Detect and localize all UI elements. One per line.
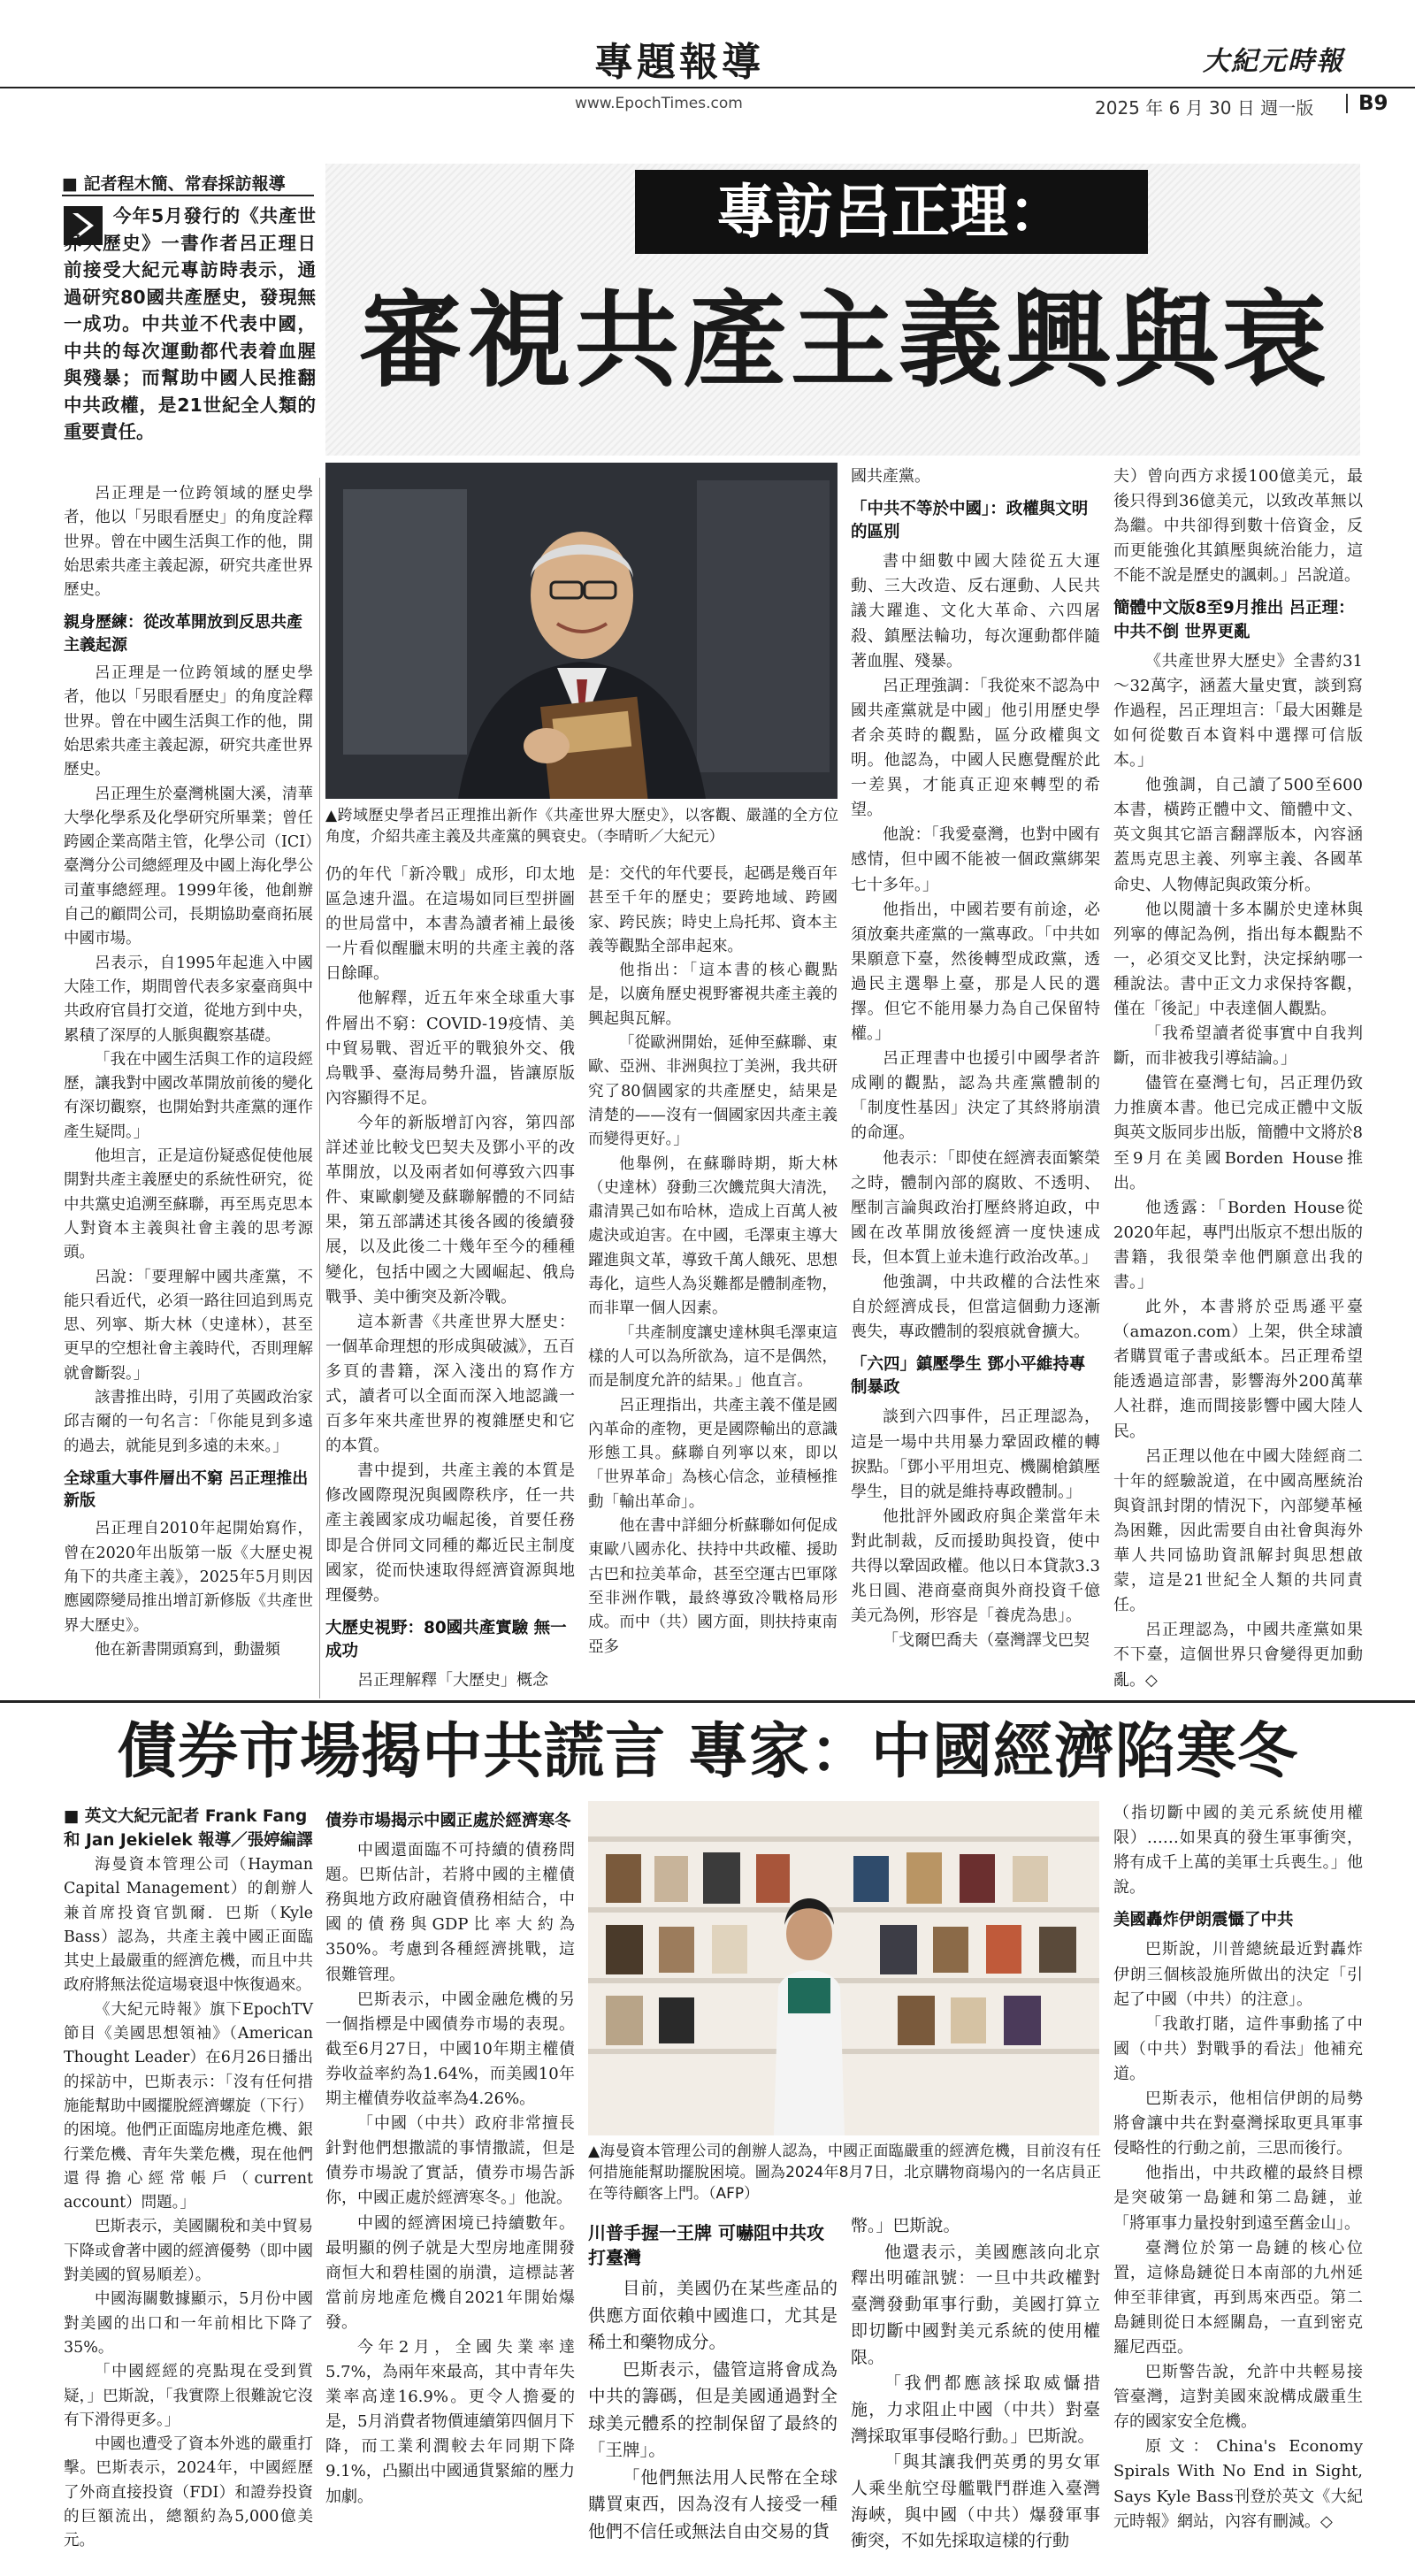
subheading: 簡體中文版8至9月推出 呂正理：中共不倒 世界更亂 — [1113, 599, 1355, 641]
story1-column-4 — [851, 464, 1100, 1653]
subheading: 全球重大事件層出不窮 呂正理推出新版 — [64, 1468, 309, 1511]
paragraph: 「戈爾巴喬夫（臺灣譯戈巴契 — [883, 1631, 1090, 1651]
paragraph: 臺灣位於第一島鏈的核心位置，這條島鏈從日本南部的九州延伸至菲律賓，再到馬來西亞。第二島鏈則從日本經關島，一直到密克羅尼西亞。 — [1113, 2238, 1363, 2357]
paragraph: 他透露：「Borden House從2020年起，專門出版京不想出版的書籍，我很榮幸他們願意出我的書。」 — [1113, 1198, 1363, 1292]
paragraph: 巴斯表示，儘管這將會成為中共的籌碼，但是美國通過對全球美元體系的控制保留了最終的「王牌」。 — [588, 2358, 838, 2460]
story1-photo-caption: ▲跨域歷史學者呂正理推出新作《共產世界大歷史》，以客觀、嚴謹的全方位角度，介紹共產主義及共產黨的興衰史。（李晴昕／大紀元） — [325, 807, 838, 846]
paragraph: 今年的新版增訂內容，第四部詳述並比較戈巴契夫及鄧小平的改革開放，以及兩者如何導致六四事件、東歐劇變及蘇聯解體的不同結果，第五部講述其後各國的後續發展，以及此後二十幾年至今的種種變化，包括中國之大國崛起、俄烏戰爭、美中衝突及新冷戰。 — [325, 1113, 575, 1307]
paragraph: 巴斯說，川普總統最近對轟炸伊朗三個核設施所做出的決定「引起了中國（中共）的注意」。 — [1113, 1940, 1363, 2009]
story2-photo — [588, 1801, 1099, 2135]
paragraph: 呂正理認為，中國共產黨如果不下臺，這個世界只會變得更加動亂。◇ — [1113, 1621, 1363, 1690]
paragraph: 呂正理自2010年起開始寫作，曾在2020年出版第一版《大歷史視角下的共產主義》，2025年5月則因應國際變局推出增訂新修版《共產世界大歷史》。 — [64, 1520, 313, 1635]
paragraph: 《共產世界大歷史》全書約31～32萬字，涵蓋大量史實，談到寫作過程，呂正理坦言：「最大困難是如何從數百本資料中選擇可信版本。」 — [1113, 651, 1363, 770]
story2-headline: 債券市場揭中共謊言 專家：中國經濟陷寒冬 — [117, 1717, 1298, 1787]
paragraph: 呂正理書中也援引中國學者許成剛的觀點，認為共產黨體制的「制度性基因」決定了其終將崩潰的命運。 — [851, 1049, 1100, 1143]
website-url[interactable]: www.EpochTimes.com — [575, 95, 743, 112]
story1-lead: 今年5月發行的《共產世界大歷史》一書作者呂正理日前接受大紀元專訪時表示，通過研究80國共產歷史，發現無一成功。中共並不代表中國，中共的每次運動都代表着血腥與殘暴；而幫助中國人民推翻中共政權，是21世紀全人類的重要責任。 — [64, 205, 316, 442]
paragraph: 他指出：「這本書的核心觀點是，以廣角歷史視野審視共產主義的興起與瓦解。 — [588, 962, 838, 1028]
paragraph: 「我們都應該採取威懾措施，力求阻止中國（中共）對臺灣採取軍事侵略行動。」巴斯說。 — [851, 2373, 1100, 2446]
paragraph: 該書推出時，引用了英國政治家邱吉爾的一句名言：「你能見到多遠的過去，就能見到多遠的未來。」 — [64, 1388, 313, 1455]
paragraph: 呂表示，自1995年起進入中國大陸工作，期間曾代表多家臺商與中共政府官員打交道，從地方到中央，累積了深厚的人脈與觀察基礎。 — [64, 954, 313, 1045]
paragraph: 巴斯警告說，允許中共輕易接管臺灣，這對美國來說構成嚴重生存的國家安全危機。 — [1113, 2363, 1363, 2432]
paragraph: 「他們無法用人民幣在全球購買東西，因為沒有人接受一種他們不信任或無法自由交易的貨 — [588, 2466, 838, 2542]
paragraph: 呂正理是一位跨領域的歷史學者，他以「另眼看歷史」的角度詮釋世界。曾在中國生活與工作的他，開始思索共產主義起源，研究共產世界歷史。 — [64, 664, 313, 779]
paragraph: 仍的年代「新冷戰」成形，印太地區急速升溫。在這場如同巨型拼圖的世局當中，本書為讀者補上最後一片看似醒臘末明的共產主義的落日餘暉。 — [325, 865, 575, 984]
paragraph: 「我敢打賭，這件事動搖了中國（中共）對戰爭的看法」他補充道。 — [1113, 2014, 1363, 2083]
paragraph: 儘管在臺灣七旬，呂正理仍致力推廣本書。他已完成正體中文版與英文版同步出版，簡體中文將於8至9月在美國Borden House推出。 — [1113, 1074, 1363, 1192]
paragraph: 中國還面臨不可持續的債務問題。巴斯估計，若將中國的主權債務與地方政府融資債務相結合，中國的債務與GDP比率大約為350%。考慮到各種經濟挑戰，這很難管理。 — [325, 1841, 575, 1984]
story1-byline: ■ 記者程木簡、常春採訪報導 — [62, 174, 286, 194]
paragraph: 他指出，中共政權的最終目標是突破第一島鏈和第二島鏈，並「將軍事力量投射到遠至舊金山」。 — [1113, 2164, 1363, 2233]
story2-column-3 — [588, 2212, 838, 2545]
section-title: 專題報導 — [594, 40, 764, 85]
paragraph: 書中提到，共產主義的本質是修改國際現況與國際秩序，任一共產主義國家成功崛起後，首要任務即是合併同文同種的鄰近民主制度國家，從而快速取得經濟資源與地理優勢。 — [325, 1461, 575, 1605]
paragraph: 原文：China's Economy Spirals With No End in Sight, Says Kyle Bass刊登於英文《大紀元時報》網站，內容有刪減。◇ — [1113, 2437, 1363, 2531]
paragraph: 巴斯表示，美國關稅和美中貿易下降或會著中國的經濟優勢（即中國對美國的貿易順差）。 — [64, 2218, 313, 2285]
paragraph: 「與其讓我們英勇的男女軍人乘坐航空母艦戰鬥群進入臺灣海峽，與中國（中共）爆發軍事衝突，不如先採取這樣的行動 — [851, 2452, 1100, 2551]
issue-date: 2025 年 6 月 30 日 週一版 — [1095, 97, 1314, 119]
paragraph: 呂正理是一位跨領域的歷史學者，他以「另眼看歷史」的角度詮釋世界。曾在中國生活與工作的他，開始思索共產主義起源，研究共產世界歷史。 — [64, 485, 313, 600]
paragraph: 「我在中國生活與工作的這段經歷，讓我對中國改革開放前後的變化有深切觀察，也開始對共產黨的運作產生疑問。」 — [64, 1050, 313, 1141]
paragraph: 目前，美國仍在某些產品的供應方面依賴中國進口，尤其是稀土和藥物成分。 — [588, 2278, 838, 2352]
story1-column-2 — [325, 862, 575, 1693]
paragraph: 呂正理以他在中國大陸經商二十年的經驗說道，在中國高壓統治與資訊封閉的情況下，內部變革極為困難，因此需要自由社會與海外華人共同協助資訊解封與思想啟蒙，這是21世紀全人類的共同責任。 — [1113, 1446, 1363, 1615]
paragraph: 呂說：「要理解中國共產黨，不能只看近代，必須一路往回追到馬克思、列寧、斯大林（史達林），甚至更早的空想社會主義時代，否則理解就會斷裂。」 — [64, 1268, 313, 1383]
paragraph: 巴斯表示，中國金融危機的另一個指標是中國債券市場的表現。截至6月27日，中國10年期主權債券收益率約為1.64%，而美國10年期主權債券收益率為4.26%。 — [325, 1990, 575, 2109]
paragraph: 巴斯表示，他相信伊朗的局勢將會讓中共在對臺灣採取更具軍事侵略性的行動之前，三思而後行。 — [1113, 2089, 1363, 2158]
story2-column-2 — [325, 1801, 575, 2510]
story2-column-1 — [64, 1853, 313, 2554]
story2-byline: ■ 英文大紀元記者 Frank Fang 和 Jan Jekielek 報導／張婷編譯 — [64, 1807, 313, 1850]
subheading: 「中共不等於中國」：政權與文明的區別 — [851, 500, 1089, 542]
paragraph: 這本新書《共產世界大歷史：一個革命理想的形成與破滅》，五百多頁的書籍，深入淺出的寫作方式，讀者可以全面而深入地認識一百多年來共產世界的複雜歷史和它的本質。 — [325, 1312, 575, 1456]
paragraph: 他解釋，近五年來全球重大事件層出不窮：COVID-19疫情、美中貿易戰、習近平的戰狼外交、俄烏戰爭、臺海局勢升溫，皆讓原版內容顯得不足。 — [325, 989, 575, 1108]
paragraph: 中國海關數據顯示，5月份中國對美國的出口和一年前相比下降了35%。 — [64, 2290, 313, 2357]
paragraph: 「我希望讀者從事實中自我判斷，而非被我引導結論。」 — [1113, 1024, 1363, 1069]
paragraph: 是：交代的年代要長，起碼是幾百年甚至千年的歷史；要跨地域、跨國家、跨民族；時史上烏托邦、資本主義等觀點全部串起來。 — [588, 865, 838, 955]
story1-column-1 — [64, 482, 313, 1662]
paragraph: 「從歐洲開始，延伸至蘇聯、東歐、亞洲、非洲與拉丁美洲，我共研究了80個國家的共產歷史，結果是清楚的——沒有一個國家因共產主義而變得更好。」 — [588, 1034, 838, 1149]
story1-headline-1: 專訪呂正理： — [635, 170, 1148, 254]
paragraph: 呂正理解釋「大歷史」概念 — [357, 1671, 548, 1690]
story1-headline-2: 審視共產主義興與衰 — [358, 279, 1330, 402]
paragraph: 「共產制度讓史達林與毛澤東這樣的人可以為所欲為，這不是偶然，而是制度允許的結果。」他直言。 — [588, 1323, 838, 1391]
paragraph: （指切斷中國的美元系統使用權限）……如果真的發生軍事衝突，將有成千上萬的美軍士兵喪生。」他說。 — [1113, 1804, 1363, 1898]
paragraph: 他在新書開頭寫到，動盪頻 — [95, 1640, 280, 1659]
story2-photo-caption: ▲海曼資本管理公司的創辦人認為，中國正面臨嚴重的經濟危機，目前沒有任何措施能幫助擺脫困境。圖為2024年8月7日，北京購物商場內的一名店員正在等待顧客上門。（AFP） — [588, 2143, 1101, 2203]
subheading: 親身歷練：從改革開放到反思共產主義起源 — [64, 613, 302, 655]
paragraph: 他坦言，正是這份疑惑促使他展開對共產主義歷史的系統性研究，從中共黨史追溯至蘇聯，再至馬克思本人對資本主義與社會主義的思考源頭。 — [64, 1147, 313, 1262]
paragraph: 夫）曾向西方求援100億美元，最後只得到36億美元，以致改革無以為繼。中共卻得到數十倍資金，反而更能強化其鎮壓與統治能力，這不能不說是歷史的諷刺。」呂說道。 — [1113, 467, 1363, 586]
paragraph: 他以閱讀十多本關於史達林與列寧的傳記為例，指出每本觀點不一，必須交叉比對，決定採納哪一種說法。書中正文力求保持客觀，僅在「後記」中表達個人觀點。 — [1113, 900, 1363, 1018]
story2-column-5 — [1113, 1801, 1363, 2534]
paragraph: 此外，本書將於亞馬遜平臺（amazon.com）上架，供全球讀者購買電子書或紙本。呂正理希望能透過這部書，影響海外200萬華人社群，進而間接影響中國大陸人民。 — [1113, 1298, 1363, 1441]
paragraph: 呂正理生於臺灣桃園大溪，清華大學化學系及化學研究所畢業；曾任跨國企業高階主管，化學公司（ICI）臺灣分公司總經理及中國上海化學公司董事總經理。1999年後，他創辦自己的顧問公司，長期協助臺商拓展中國市場。 — [64, 785, 313, 948]
masthead: 大紀元時報 — [1203, 46, 1344, 77]
paragraph: 他舉例，在蘇聯時期，斯大林（史達林）發動三次饑荒與大清洗，肅清異己如布哈林，造成上百萬人被處決或迫害。在中國，毛澤東主導大躍進與文革，導致千萬人餓死、思想毒化，這些人為災難都是體制產物，而非單一個人因素。 — [588, 1154, 838, 1318]
subheading: 「六四」鎮壓學生 鄧小平維持專制暴政 — [851, 1355, 1086, 1398]
paragraph: 他在書中詳細分析蘇聯如何促成東歐八國赤化、扶持中共政權、援助古巴和拉美革命，甚至空運古巴軍隊至非洲作戰，最終導致冷戰格局形成。而中（共）國方面，則扶持東南亞多 — [588, 1517, 838, 1656]
paragraph: 談到六四事件，呂正理認為，這是一場中共用暴力鞏固政權的轉捩點。「鄧小平用坦克、機關槍鎮壓學生，目的就是維持專政體制。」 — [851, 1407, 1100, 1501]
paragraph: 中國的經濟困境已持續數年。最明顯的例子就是大型房地產開發商恒大和碧桂園的崩潰，這標誌著當前房地產危機自2021年開始爆發。 — [325, 2213, 575, 2332]
paragraph: 他表示：「即使在經濟表面繁榮之時，體制內部的腐敗、不透明、壓制言論與政治打壓終將迫政，中國在改革開放後經濟一度快速成長，但本質上並未進行政治改革。」 — [851, 1148, 1100, 1267]
paragraph: 海曼資本管理公司（Hayman Capital Management）的創辦人兼首席投資官凱爾．巴斯（Kyle Bass）認為，共產主義中國正面臨其史上最嚴重的經濟危機，而且中共政府將無法從這場衰退中恢復過來。 — [64, 1856, 313, 1995]
paragraph: 書中細數中國大陸從五大運動、三大改造、反右運動、人民共議大躍進、文化大革命、六四屠殺、鎮壓法輪功，每次運動都伴隨著血腥、殘暴。 — [851, 552, 1100, 671]
paragraph: 呂正理強調：「我從來不認為中國共產黨就是中國」他引用歷史學者余英時的觀點，區分政權與文明。他認為，中國人民應覺醒於此一差異，才能真正迎來轉型的希望。 — [851, 676, 1100, 820]
paragraph: 他批評外國政府與企業當年未對此制裁，反而援助與投資，使中共得以鞏固政權。他以日本貸款3.3兆日圓、港商臺商與外商投資千億美元為例，形容是「養虎為患」。 — [851, 1506, 1100, 1626]
paragraph: 他強調，自己讀了500至600本書，橫跨正體中文、簡體中文、英文與其它語言翻譯版本，內容涵蓋馬克思主義、列寧主義、各國革命史、人物傳記與政策分析。 — [1113, 776, 1363, 894]
paragraph: 「中國（中共）政府非常擅長針對他們想撒謊的事情撒謊，但是債券市場說了實話，債券市場告訴你，中國正處於經濟寒冬。」他說。 — [325, 2114, 575, 2208]
paragraph: 他還表示，美國應該向北京釋出明確訊號：一旦中共政權對臺灣發動軍事行動，美國打算立即切斷中國對美元系統的使用權限。 — [851, 2242, 1100, 2367]
paragraph: 國共產黨。 — [851, 467, 930, 486]
story1-photo — [325, 463, 838, 799]
paragraph: 呂正理指出，共產主義不僅是國內革命的產物，更是國際輸出的意識形態工具。蘇聯自列寧以來，即以「世界革命」為核心信念，並積極推動「輸出革命」。 — [588, 1396, 838, 1511]
story1-column-5 — [1113, 464, 1363, 1693]
story2-column-4 — [851, 2213, 1100, 2555]
paragraph: 中國也遭受了資本外逃的嚴重打擊。巴斯表示，2024年，中國經歷了外商直接投資（FDI）和證券投資的巨額流出，總額約為5,000億美元。 — [64, 2435, 313, 2550]
paragraph: 他說：「我愛臺灣，也對中國有感情，但中國不能被一個政黨綁架七十多年。」 — [851, 825, 1100, 894]
story1-column-3 — [588, 862, 838, 1660]
paragraph: 他指出，中國若要有前途，必須放棄共產黨的一黨專政。「中共如果願意下臺，然後轉型成政黨，透過民主選舉上臺，那是人民的選擇。但它不能用暴力為自己保留特權。」 — [851, 900, 1100, 1044]
subheading: 大歷史視野：80國共產實驗 無一成功 — [325, 1618, 567, 1660]
page-number: B9 — [1358, 92, 1388, 115]
paragraph: 《大紀元時報》旗下EpochTV節目《美國思想領袖》（American Thought Leader）在6月26日播出的採訪中，巴斯表示：「沒有任何措施能幫助中國擺脫經濟螺旋（下行）的困境。他們正面臨房地產危機、銀行業危機、青年失業危機，現在他們還得擔心經常帳戶（current account）問題。」 — [64, 2000, 313, 2212]
paragraph: 他強調，中共政權的合法性來自於經濟成長，但當這個動力逐漸喪失，專政體制的裂痕就會擴大。 — [851, 1273, 1100, 1342]
subheading: 美國轟炸伊朗震懾了中共 — [1113, 1911, 1294, 1930]
paragraph: 今年2月，全國失業率達5.7%，為兩年來最高，其中青年失業率高達16.9%。更令人擔憂的是，5月消費者物價連續第四個月下降，而工業利潤較去年同期下降9.1%，凸顯出中國通貨緊縮的壓力加劇。 — [325, 2337, 575, 2506]
subheading: 債券市場揭示中國正處於經濟寒冬 — [325, 1812, 571, 1830]
paragraph: 幣。」巴斯說。 — [851, 2216, 960, 2235]
subheading: 川普手握一王牌 可嚇阻中共攻打臺灣 — [588, 2222, 824, 2268]
paragraph: 「中國經經的亮點現在受到質疑，」巴斯說，「我實際上很難說它沒有下滑得更多。」 — [64, 2363, 313, 2429]
